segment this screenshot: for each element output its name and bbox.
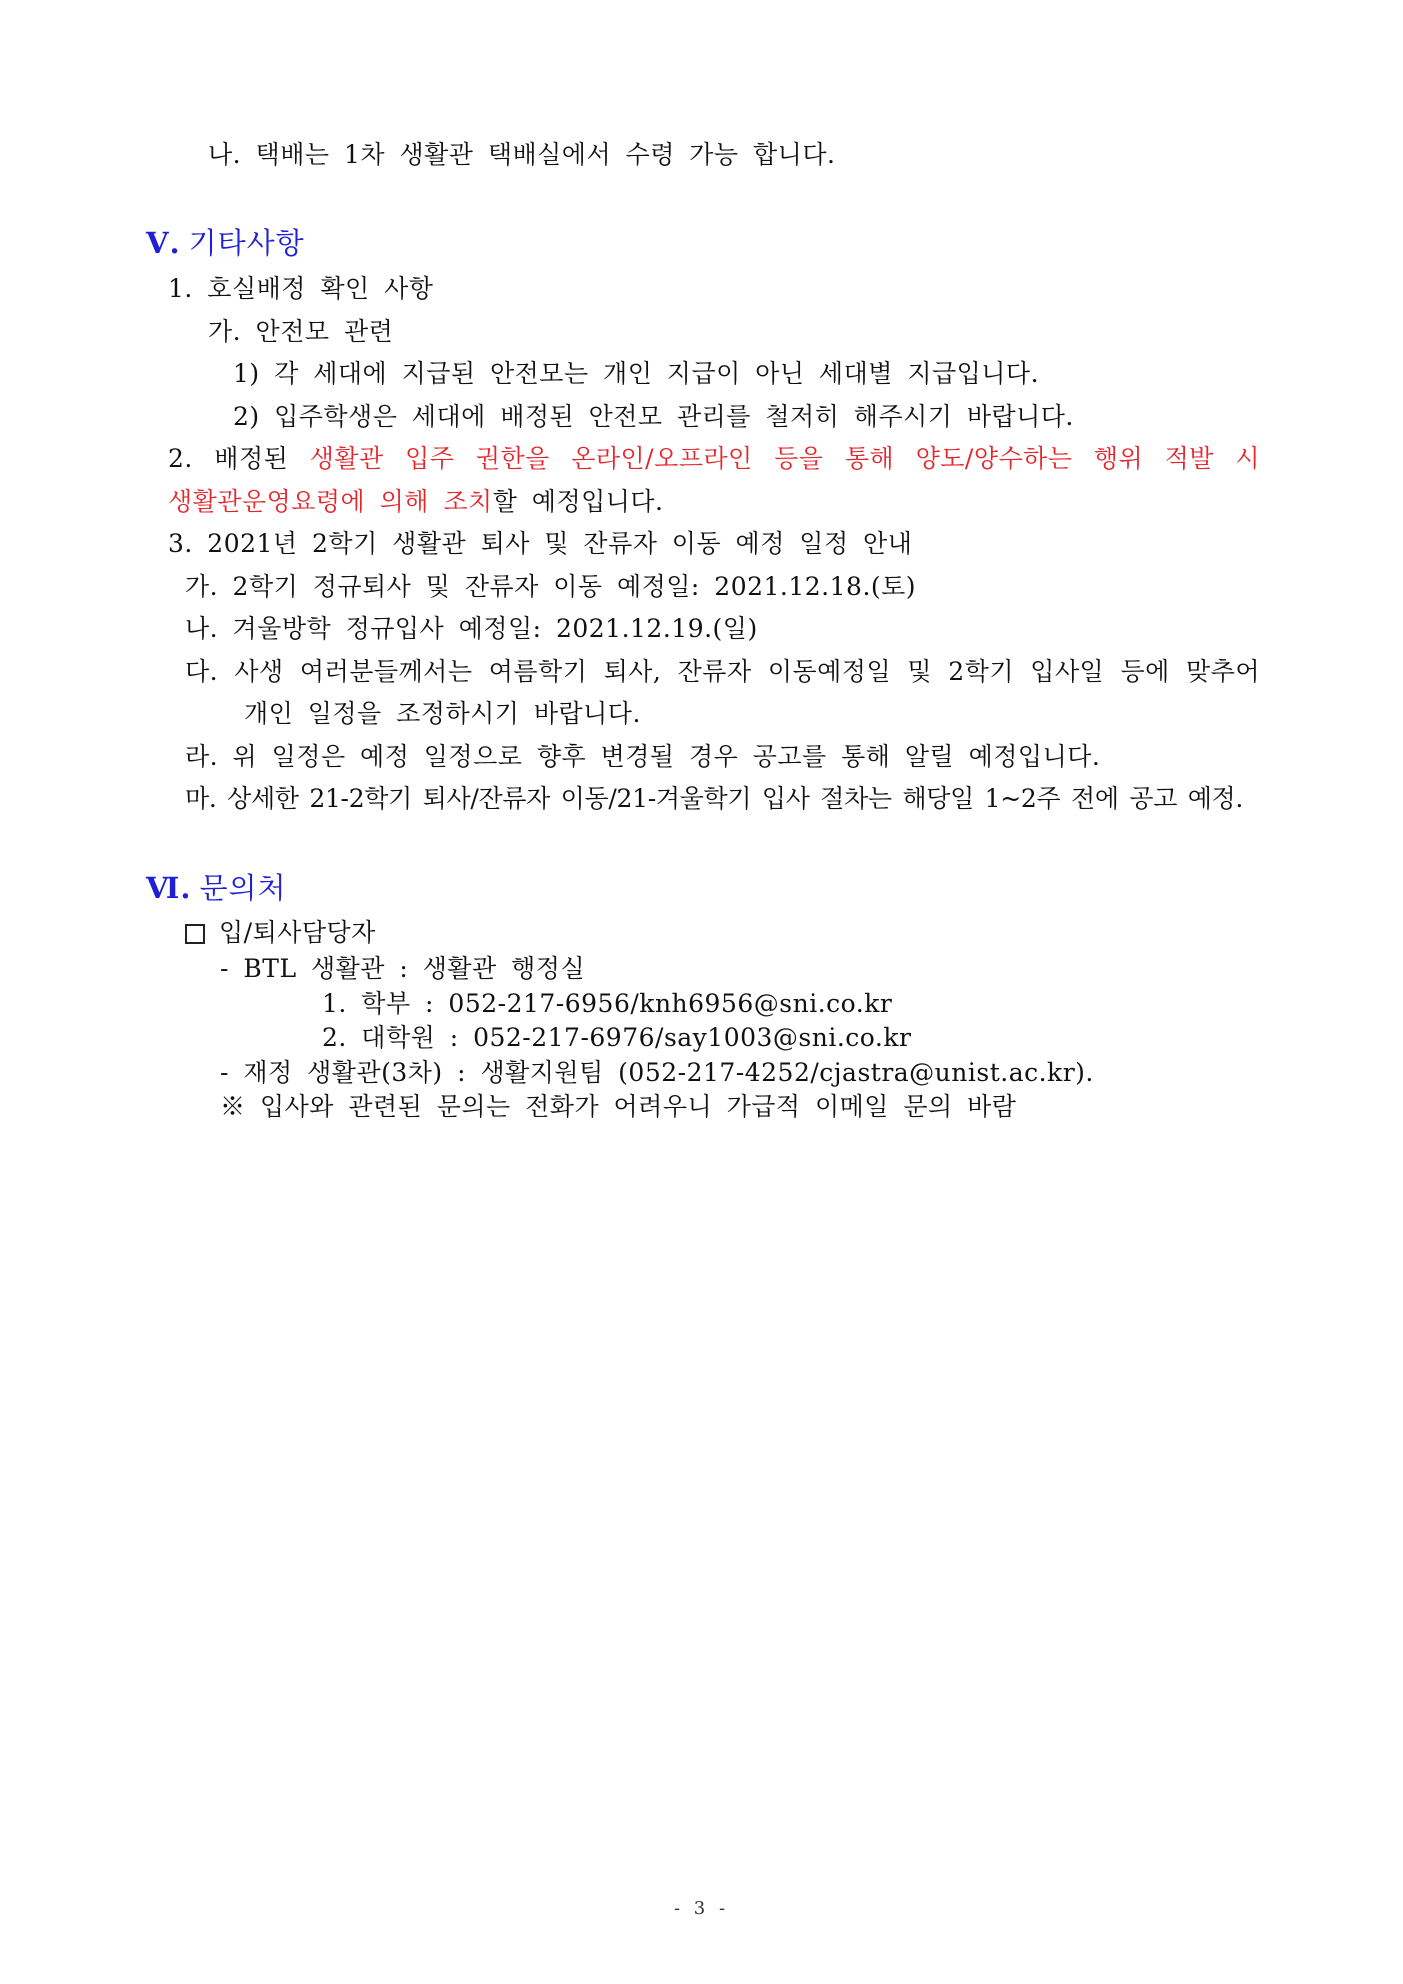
section-6-title: 문의처 xyxy=(199,871,287,905)
item-3-e: 마. 상세한 21-2학기 퇴사/잔류자 이동/21-겨울학기 입사 절차는 해당일 1~2주 전에 공고 예정. xyxy=(185,784,1244,813)
item-3-c-line-1: 다. 사생 여러분들께서는 여름학기 퇴사, 잔류자 이동예정일 및 2학기 입사일 등에 맞추어 xyxy=(185,657,1260,686)
page-number: - 3 - xyxy=(673,1898,730,1919)
section-6-number: Ⅵ. xyxy=(146,871,192,905)
delivery-note: 나. 택배는 1차 생활관 택배실에서 수령 가능 합니다. xyxy=(208,140,836,169)
checkbox-icon xyxy=(185,924,205,944)
section-5-heading xyxy=(146,224,305,262)
item-2-prefix: 2. 배정된 xyxy=(168,444,310,473)
btl-dorm: - BTL 생활관 : 생활관 행정실 xyxy=(220,954,586,983)
contact-header-label: 입/퇴사담당자 xyxy=(219,918,376,947)
contact-note: ※ 입사와 관련된 문의는 전화가 어려우니 가급적 이메일 문의 바람 xyxy=(220,1092,1017,1121)
item-3-d: 라. 위 일정은 예정 일정으로 향후 변경될 경우 공고를 통해 알릴 예정입니다. xyxy=(185,742,1101,771)
item-2-warning: 생활관 입주 권한을 온라인/오프라인 등을 통해 양도/양수하는 행위 적발 시 xyxy=(309,444,1260,473)
section-6-heading xyxy=(146,869,287,907)
item-1-sub-2: 2) 입주학생은 세대에 배정된 안전모 관리를 철저히 해주시기 바랍니다. xyxy=(233,402,1074,431)
item-3-a: 가. 2학기 정규퇴사 및 잔류자 이동 예정일: 2021.12.18.(토) xyxy=(185,572,917,601)
item-3: 3. 2021년 2학기 생활관 퇴사 및 잔류자 이동 예정 일정 안내 xyxy=(168,529,913,558)
item-3-b: 나. 겨울방학 정규입사 예정일: 2021.12.19.(일) xyxy=(185,614,758,643)
section-5-number: Ⅴ. xyxy=(146,226,181,260)
item-1-sub-1: 1) 각 세대에 지급된 안전모는 개인 지급이 아닌 세대별 지급입니다. xyxy=(233,359,1040,388)
item-2-suffix: 할 예정입니다. xyxy=(492,487,664,516)
contact-header xyxy=(185,916,376,950)
item-2-warning-cont: 생활관운영요령에 의해 조치 xyxy=(168,487,493,516)
finance-dorm-contact: - 재정 생활관(3차) : 생활지원팀 (052-217-4252/cjastra@unist.ac.kr). xyxy=(220,1058,1094,1087)
section-5-title: 기타사항 xyxy=(188,226,305,260)
item-2-line-2 xyxy=(168,485,664,519)
grad-contact: 2. 대학원 : 052-217-6976/say1003@sni.co.kr xyxy=(322,1023,912,1052)
item-2-line-1 xyxy=(168,442,1260,476)
item-1-sub: 가. 안전모 관련 xyxy=(208,317,394,346)
item-1: 1. 호실배정 확인 사항 xyxy=(168,274,434,303)
undergrad-contact: 1. 학부 : 052-217-6956/knh6956@sni.co.kr xyxy=(322,989,893,1018)
item-3-c-line-2: 개인 일정을 조정하시기 바랍니다. xyxy=(244,699,641,728)
